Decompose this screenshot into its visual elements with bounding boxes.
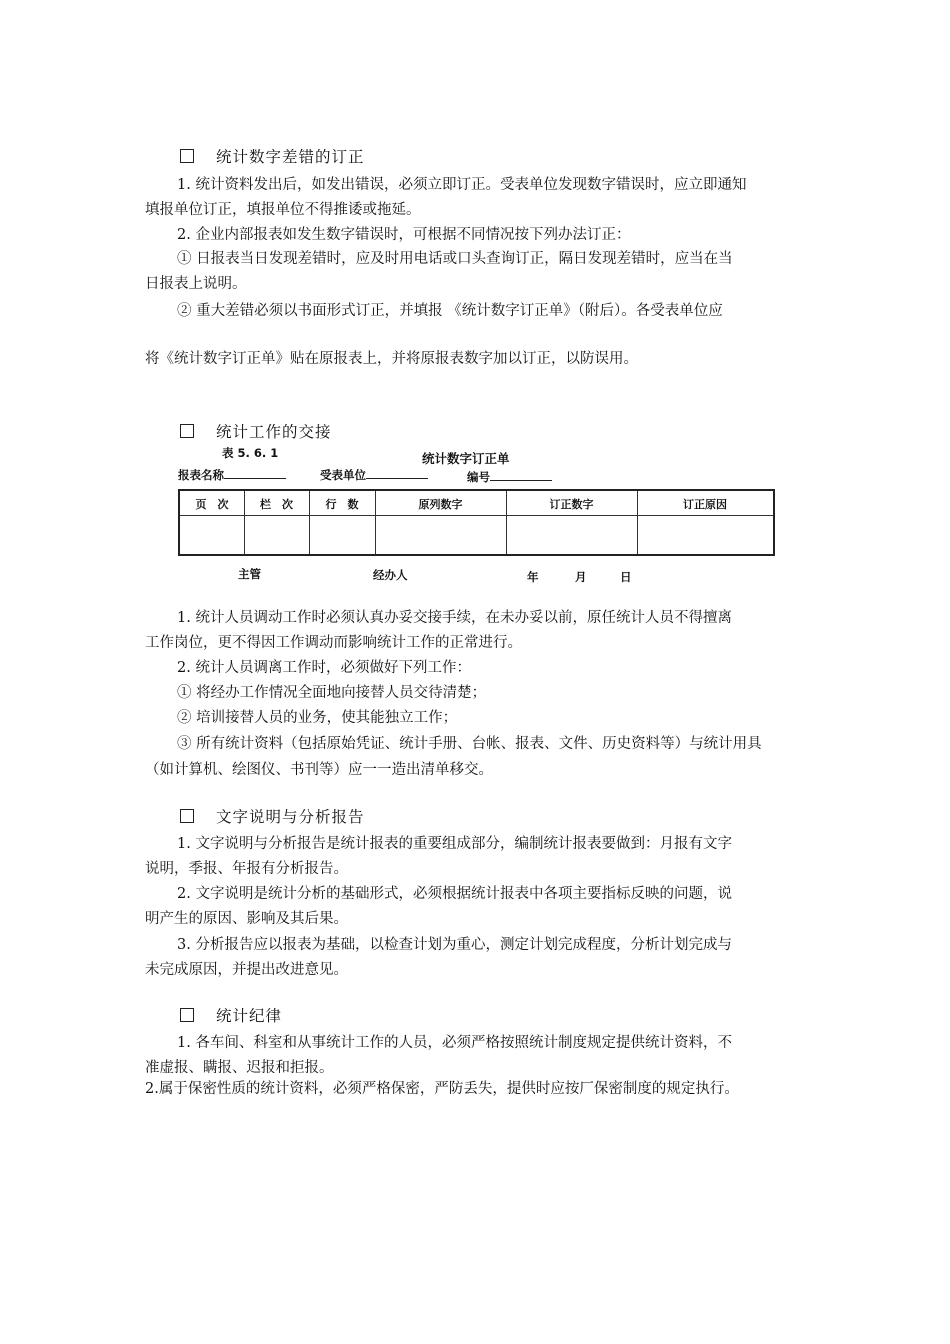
column-header-rows: 行 数 — [325, 498, 359, 511]
handler-label: 经办人 — [373, 568, 408, 582]
paragraph-line: 日报表上说明。 — [145, 276, 247, 292]
paragraph-line: 2. 统计人员调离工作时，必须做好下列工作： — [177, 660, 471, 676]
paragraph-line: ② 重大差错必须以书面形式订正，并填报 《统计数字订正单》（附后）。各受表单位应 — [177, 303, 723, 319]
paragraph-line: 未完成原因，并提出改进意见。 — [145, 962, 348, 978]
supervisor-label: 主管 — [238, 567, 261, 581]
day-label: 日 — [620, 570, 632, 584]
paragraph-line: 2. 企业内部报表如发生数字错误时，可根据不同情况按下列办法订正： — [177, 227, 631, 243]
paragraph-line: 说明，季报、年报有分析报告。 — [145, 861, 348, 877]
section-heading-handover: 统计工作的交接 — [180, 420, 332, 442]
paragraph-line: 将《统计数字订正单》贴在原报表上，并将原报表数字加以订正，以防误用。 — [145, 351, 638, 367]
column-header-reason: 订正原因 — [683, 498, 727, 511]
report-name-blank — [224, 468, 286, 479]
paragraph-line: 准虚报、瞒报、迟报和拒报。 — [145, 1060, 334, 1076]
number-field: 编号 — [467, 469, 552, 485]
checkbox-icon — [180, 1008, 194, 1022]
paragraph-line: ① 将经办工作情况全面地向接替人员交待清楚； — [177, 685, 487, 701]
section-heading-discipline: 统计纪律 — [180, 1004, 282, 1026]
column-header-corrected: 订正数字 — [549, 498, 594, 511]
paragraph-line: 3. 分析报告应以报表为基础，以检查计划为重心，测定计划完成程度，分析计划完成与 — [177, 937, 732, 953]
paragraph-line: ② 培训接替人员的业务，使其能独立工作； — [177, 710, 458, 726]
paragraph-line: 2.属于保密性质的统计资料，必须严格保密，严防丢失，提供时应按厂保密制度的规定执行。 — [145, 1081, 739, 1097]
section-heading-analysis: 文字说明与分析报告 — [180, 805, 365, 827]
paragraph-line: 明产生的原因、影响及其后果。 — [145, 911, 348, 927]
paragraph-line: 1. 统计资料发出后，如发出错误，必须立即订正。受表单位发现数字错误时，应立即通知 — [177, 177, 747, 193]
receiver-blank — [366, 468, 428, 479]
form-table-number: 表 5. 6. 1 — [222, 446, 279, 460]
receiver-field: 受表单位 — [320, 467, 428, 483]
table-header-divider — [180, 515, 773, 516]
paragraph-line: 1. 各车间、科室和从事统计工作的人员，必须严格按照统计制度规定提供统计资料，不 — [177, 1035, 732, 1051]
paragraph-line: 1. 统计人员调动工作时必须认真办妥交接手续，在未办妥以前，原任统计人员不得擅离 — [177, 610, 732, 626]
correction-form — [170, 445, 775, 587]
report-name-field: 报表名称 — [178, 467, 286, 483]
month-label: 月 — [575, 570, 587, 584]
column-header-page: 页 次 — [195, 498, 229, 511]
section-heading-correction: 统计数字差错的订正 — [180, 145, 365, 167]
paragraph-line: ① 日报表当日发现差错时，应及时用电话或口头查询订正，隔日发现差错时，应当在当 — [177, 251, 733, 267]
paragraph-line: （如计算机、绘图仪、书刊等）应一一造出清单移交。 — [145, 762, 493, 778]
paragraph-line: 填报单位订正，填报单位不得推诿或拖延。 — [145, 202, 421, 218]
checkbox-icon — [180, 149, 194, 163]
paragraph-line: 工作岗位，更不得因工作调动而影响统计工作的正常进行。 — [145, 635, 522, 651]
number-blank — [490, 470, 552, 481]
paragraph-line: ③ 所有统计资料（包括原始凭证、统计手册、台帐、报表、文件、历史资料等）与统计用具 — [177, 736, 762, 752]
checkbox-icon — [180, 809, 194, 823]
correction-table — [178, 489, 775, 556]
paragraph-line: 1. 文字说明与分析报告是统计报表的重要组成部分，编制统计报表要做到：月报有文字 — [177, 836, 732, 852]
paragraph-line: 2. 文字说明是统计分析的基础形式，必须根据统计报表中各项主要指标反映的问题，说 — [177, 886, 732, 902]
form-title: 统计数字订正单 — [422, 451, 510, 466]
year-label: 年 — [527, 570, 539, 584]
column-header-original: 原列数字 — [418, 498, 463, 511]
checkbox-icon — [180, 424, 194, 438]
column-header-column: 栏 次 — [260, 498, 293, 511]
